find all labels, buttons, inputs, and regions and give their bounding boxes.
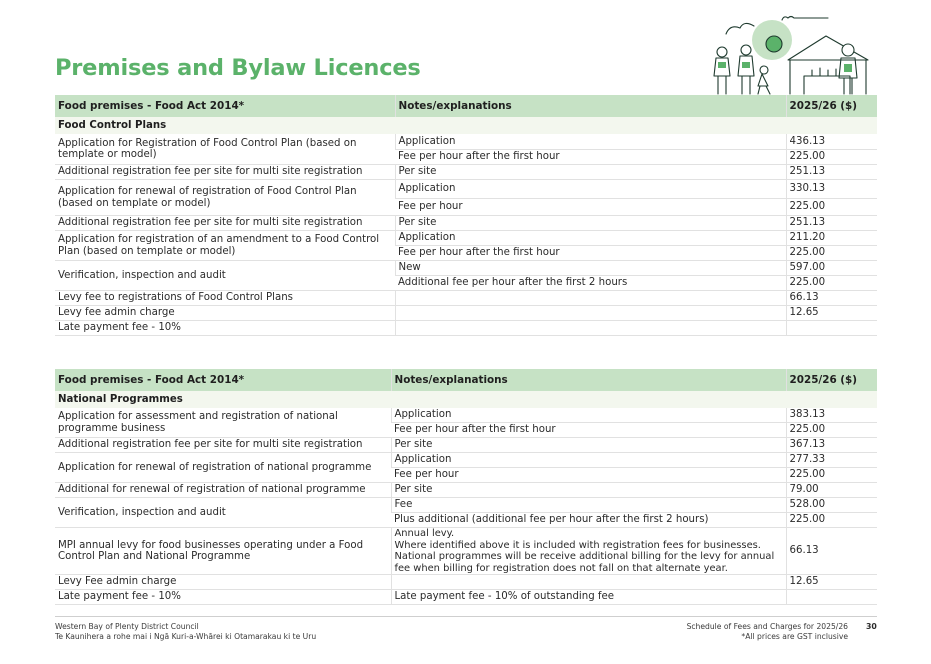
table-row <box>55 216 877 231</box>
gst-note: *All prices are GST inclusive <box>741 632 848 641</box>
item-label: Application for assessment and registration of national programme business <box>55 408 391 438</box>
item-label: Application for renewal of registration of Food Control Plan (based on template or model) <box>55 180 395 216</box>
note-cell: Fee per hour after the first hour <box>395 150 786 165</box>
col-header-fee: 2025/26 ($) <box>786 369 877 391</box>
item-label: Additional registration fee per site for multi site registration <box>55 438 391 453</box>
table-row <box>55 453 877 468</box>
fee-cell: 436.13 <box>786 134 877 150</box>
item-label: Verification, inspection and audit <box>55 261 395 291</box>
note-cell: Application <box>395 231 786 246</box>
item-label: Additional registration fee per site for multi site registration <box>55 165 395 180</box>
note-cell: Application <box>395 180 786 199</box>
note-cell <box>391 575 786 590</box>
fee-cell: 225.00 <box>786 513 877 528</box>
note-cell: New <box>395 261 786 276</box>
table-row <box>55 180 877 199</box>
table-row <box>55 321 877 336</box>
fee-cell: 383.13 <box>786 408 877 423</box>
note-cell: Fee per hour <box>395 199 786 216</box>
table-row <box>55 165 877 180</box>
item-label: Additional for renewal of registration of national programme <box>55 483 391 498</box>
table-row <box>55 575 877 590</box>
item-label: Application for Registration of Food Control Plan (based on template or model) <box>55 134 395 165</box>
table-row <box>55 498 877 513</box>
col-header-notes: Notes/explanations <box>395 95 786 117</box>
document-title: Schedule of Fees and Charges for 2025/26 <box>686 622 848 631</box>
table-row <box>55 483 877 498</box>
fee-cell <box>786 321 877 336</box>
fee-cell: 225.00 <box>786 246 877 261</box>
note-cell: Application <box>391 453 786 468</box>
item-label: Late payment fee - 10% <box>55 321 395 336</box>
fee-cell: 225.00 <box>786 423 877 438</box>
note-cell: Annual levy. Where identified above it is included with registration fees for businesses. National programmes will be receive additional billing for the levy for annual fee when billing for registration does not fall on that alternate year. <box>391 528 786 575</box>
note-cell: Fee per hour <box>391 468 786 483</box>
item-label: MPI annual levy for food businesses operating under a Food Control Plan and National Programme <box>55 528 391 575</box>
table-row <box>55 438 877 453</box>
footer-document-info <box>687 622 848 642</box>
fee-cell: 12.65 <box>786 306 877 321</box>
col-header-notes: Notes/explanations <box>391 369 786 391</box>
table-row <box>55 590 877 605</box>
footer-organisation <box>55 622 316 642</box>
note-cell <box>395 291 786 306</box>
table-row <box>55 528 877 575</box>
footer-divider <box>55 616 877 617</box>
fee-cell: 367.13 <box>786 438 877 453</box>
table-row <box>55 291 877 306</box>
item-label: Verification, inspection and audit <box>55 498 391 528</box>
note-cell: Per site <box>395 216 786 231</box>
note-cell <box>395 321 786 336</box>
table-row <box>55 261 877 276</box>
item-label: Late payment fee - 10% <box>55 590 391 605</box>
table-row <box>55 408 877 423</box>
note-cell: Fee per hour after the first hour <box>391 423 786 438</box>
item-label: Levy fee to registrations of Food Control Plans <box>55 291 395 306</box>
note-cell: Plus additional (additional fee per hour after the first 2 hours) <box>391 513 786 528</box>
fee-cell: 66.13 <box>786 291 877 306</box>
table-row <box>55 134 877 150</box>
item-label: Additional registration fee per site for multi site registration <box>55 216 395 231</box>
fee-cell: 225.00 <box>786 276 877 291</box>
fee-cell: 251.13 <box>786 165 877 180</box>
page-title: Premises and Bylaw Licences <box>55 55 421 81</box>
fee-cell: 277.33 <box>786 453 877 468</box>
col-header-item: Food premises - Food Act 2014* <box>55 369 391 391</box>
note-cell: Fee <box>391 498 786 513</box>
fee-cell: 251.13 <box>786 216 877 231</box>
fee-cell: 330.13 <box>786 180 877 199</box>
note-cell <box>395 306 786 321</box>
fee-cell: 66.13 <box>786 528 877 575</box>
item-label: Levy Fee admin charge <box>55 575 391 590</box>
food-market-stall-illustration <box>708 14 876 98</box>
note-cell: Application <box>391 408 786 423</box>
col-header-item: Food premises - Food Act 2014* <box>55 95 395 117</box>
fee-cell: 225.00 <box>786 199 877 216</box>
item-label: Levy fee admin charge <box>55 306 395 321</box>
note-cell: Per site <box>395 165 786 180</box>
item-label: Application for registration of an amendment to a Food Control Plan (based on template or model) <box>55 231 395 261</box>
fee-cell: 528.00 <box>786 498 877 513</box>
table-row <box>55 231 877 246</box>
note-cell: Application <box>395 134 786 150</box>
food-control-plans-table <box>55 95 877 336</box>
note-cell: Per site <box>391 483 786 498</box>
note-cell: Late payment fee - 10% of outstanding fee <box>391 590 786 605</box>
col-header-fee: 2025/26 ($) <box>786 95 877 117</box>
fee-cell: 12.65 <box>786 575 877 590</box>
fee-cell: 225.00 <box>786 150 877 165</box>
fee-cell: 225.00 <box>786 468 877 483</box>
note-cell: Fee per hour after the first hour <box>395 246 786 261</box>
note-cell: Per site <box>391 438 786 453</box>
org-name-maori: Te Kaunihera a rohe mai i Ngā Kuri-a-Whārei ki Otamarakau ki te Uru <box>55 632 317 641</box>
fee-cell: 79.00 <box>786 483 877 498</box>
fee-cell: 597.00 <box>786 261 877 276</box>
table-row <box>55 306 877 321</box>
section-heading: Food Control Plans <box>55 117 877 134</box>
fee-cell <box>786 590 877 605</box>
note-cell: Additional fee per hour after the first 2 hours <box>395 276 786 291</box>
page-number: 30 <box>866 622 877 631</box>
org-name: Western Bay of Plenty District Council <box>55 622 199 631</box>
section-heading: National Programmes <box>55 391 877 408</box>
fee-cell: 211.20 <box>786 231 877 246</box>
national-programmes-table <box>55 369 877 605</box>
item-label: Application for renewal of registration of national programme <box>55 453 391 483</box>
